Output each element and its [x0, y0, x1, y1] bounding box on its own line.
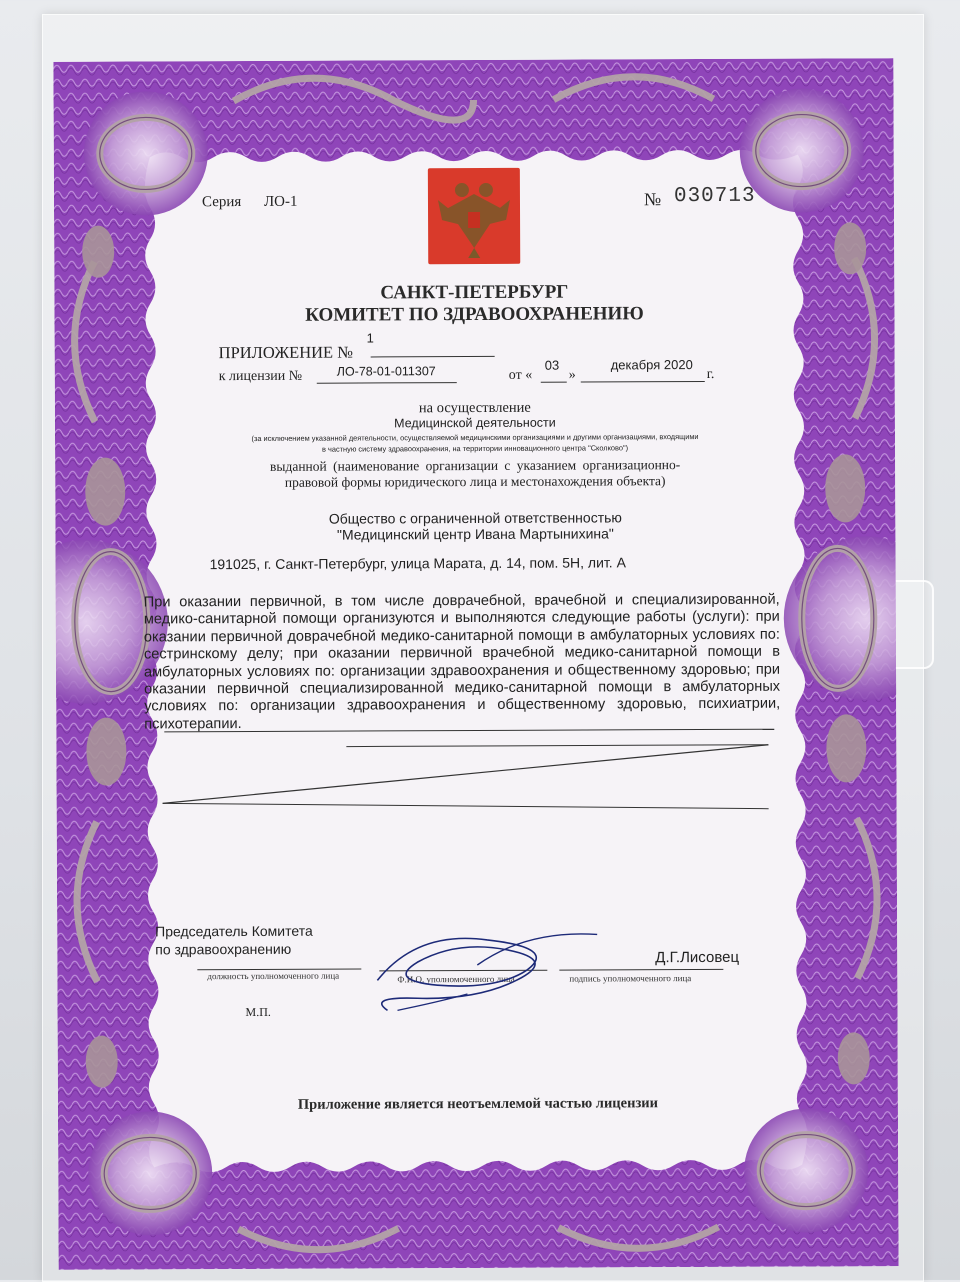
date-day: 03: [544, 357, 560, 373]
footer-note: Приложение является неотъемлемой частью лицензии: [297, 1095, 658, 1113]
organization-address: 191025, г. Санкт-Петербург, улица Марата, д. 14, пом. 5Н, лит. А: [209, 554, 626, 573]
handwritten-signature: [357, 909, 617, 1020]
organization-name: "Медицинский центр Ивана Мартынихина": [336, 525, 614, 543]
activity-note2: в частную систему здравоохранения, на территории инновационного центра "Сколково"): [322, 443, 629, 454]
license-number: ЛО-78-01-011307: [336, 364, 436, 379]
signer-position-line2: по здравоохранению: [155, 940, 292, 958]
license-appendix-document: [53, 58, 898, 1270]
date-close-quote: »: [568, 367, 576, 383]
appendix-label: ПРИЛОЖЕНИЕ №: [218, 342, 354, 363]
appendix-number: 1: [366, 330, 374, 346]
number-sign: №: [643, 189, 662, 210]
license-label: к лицензии №: [218, 368, 303, 385]
sleeve-tab: [892, 580, 934, 669]
activity-note1: (за исключением указанной деятельности, осуществляемой медицинскими организациями и другими организациями, входящими: [251, 432, 699, 443]
strike-through-lines: [53, 58, 898, 1270]
issued-line1: выданной (наименование организации с указанием организационно-: [269, 457, 681, 474]
organization-type: Общество с ограниченной ответственностью: [328, 509, 622, 527]
services-text: При оказании первичной, в том числе доврачебной, врачебной и специализированной, медико-санитарной помощи организуются и выполняются следующие работы (услуги): при оказании первичной доврачебной медико-санитарной помощи в амбулаторных условиях по: сестринскому делу; при оказании первичной врачебной медико-санитарной помощи в амбулаторных условиях по: организации здравоохранения и общественному здоровью; при оказании первичной специализированной медико-санитарной помощи в амбулаторных условиях по: организации здравоохранения и общественному здоровью, психиатрии, психотерапии.: [143, 591, 781, 733]
date-month-year: декабря 2020: [610, 357, 693, 373]
city-title: САНКТ-ПЕТЕРБУРГ: [380, 281, 569, 304]
series-value: ЛО-1: [263, 193, 298, 210]
position-caption: должность уполномоченного лица: [207, 970, 340, 982]
name-caption: Ф.И.О. уполномоченного лица: [397, 973, 515, 985]
date-from-label: от «: [508, 367, 533, 383]
signer-position-line1: Председатель Комитета: [155, 922, 313, 940]
issued-line2: правовой формы юридического лица и местонахождения объекта): [284, 473, 666, 490]
activity-line2: Медицинской деятельности: [394, 415, 556, 431]
date-year-suffix: г.: [706, 366, 715, 382]
committee-title: КОМИТЕТ ПО ЗДРАВООХРАНЕНИЮ: [305, 303, 644, 326]
sign-caption: подпись уполномоченного лица: [569, 973, 692, 984]
signer-name: Д.Г.Лисовец: [655, 948, 740, 967]
series-label: Серия: [201, 194, 242, 211]
activity-line1: на осуществление: [418, 399, 531, 417]
stamp-place: М.П.: [245, 1004, 271, 1020]
form-number: 030713: [673, 184, 756, 209]
